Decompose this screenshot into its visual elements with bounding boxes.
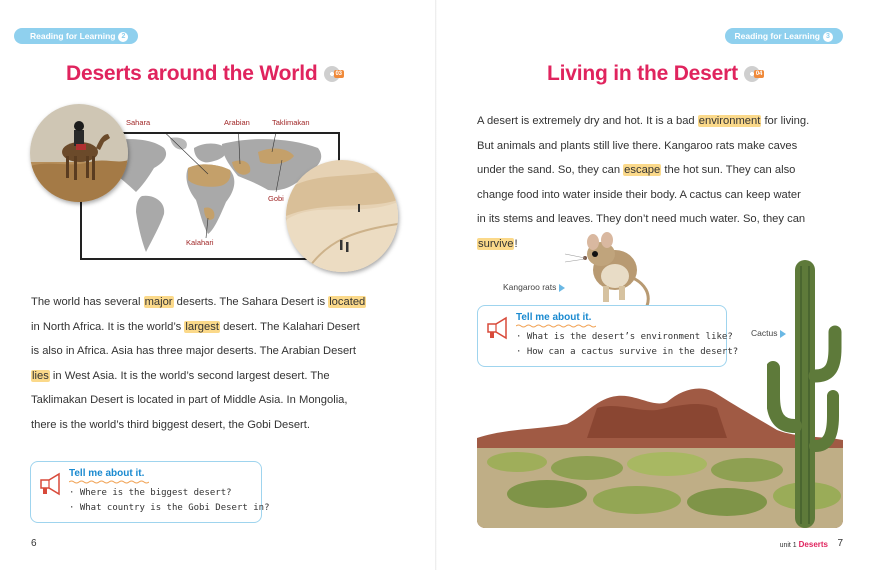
map-label-sahara: Sahara <box>126 118 151 127</box>
text-span: for living. <box>761 115 810 127</box>
left-body-paragraph <box>31 290 411 437</box>
text-span: under the sand. So, they can <box>477 164 624 176</box>
megaphone-icon <box>37 472 63 496</box>
megaphone-icon <box>484 316 510 340</box>
text-span: in its stems and leaves. They don’t need much water. So, they can <box>477 213 806 225</box>
wave-underline <box>69 480 149 484</box>
text-span: deserts. The Sahara Desert is <box>173 296 329 308</box>
wave-underline <box>516 324 596 328</box>
map-label-gobi: Gobi <box>268 194 284 203</box>
page-title-text: Living in the Desert <box>547 62 738 85</box>
sand-dune-image <box>286 160 398 272</box>
text-span: in North Africa. It is the world’s <box>31 320 185 333</box>
text-line <box>31 290 411 315</box>
camel-rider-image <box>30 104 128 202</box>
vocab-highlight-largest[interactable]: largest <box>185 320 219 333</box>
page-title <box>547 62 763 86</box>
unit-footer-label <box>780 540 828 549</box>
vocab-highlight-located[interactable]: located <box>329 296 366 308</box>
kangaroo-rat-image <box>563 228 653 308</box>
audio-track-number: 03 <box>335 71 342 78</box>
question-2: · What country is the Gobi Desert in? <box>69 503 270 513</box>
left-page <box>0 0 436 570</box>
page-title <box>66 62 340 86</box>
text-span: The world has several <box>31 296 144 308</box>
tell-box-title: Tell me about it. <box>69 468 145 479</box>
unit-name: Deserts <box>798 540 828 549</box>
kangaroo-rats-label-text: Kangaroo rats <box>503 282 557 292</box>
section-tab-label: Reading for Learning <box>30 31 116 41</box>
text-line <box>477 134 857 159</box>
text-line <box>31 413 411 438</box>
vocab-highlight-escape[interactable]: escape <box>624 164 661 176</box>
text-line <box>477 207 857 232</box>
text-line <box>477 109 857 134</box>
question-1: · Where is the biggest desert? <box>69 488 232 498</box>
vocab-highlight-lies[interactable]: lies <box>32 369 49 382</box>
text-line <box>31 315 411 340</box>
map-label-taklimakan: Taklimakan <box>272 118 310 127</box>
text-span: is also in Africa. Asia has three major deserts. The Arabian Desert <box>31 345 357 357</box>
text-span: Taklimakan Desert is located in part of Middle Asia. In Mongolia, <box>31 394 348 406</box>
text-span: there is the world’s third biggest desert, the Gobi Desert. <box>31 418 310 431</box>
text-line <box>31 388 411 413</box>
text-line <box>31 364 411 389</box>
vocab-highlight-survive[interactable]: survive <box>478 237 514 250</box>
page-number: 7 <box>837 538 843 549</box>
section-tab-right <box>725 28 843 44</box>
kangaroo-rats-label <box>503 282 565 292</box>
saguaro-cactus-image <box>767 256 843 528</box>
text-line <box>477 158 857 183</box>
tell-box-title: Tell me about it. <box>516 312 592 323</box>
sahara-desert-shape <box>188 164 231 186</box>
right-body-paragraph <box>477 109 857 256</box>
map-label-arabian: Arabian <box>224 118 250 127</box>
text-span: But animals and plants still live there. Kangaroo rats make caves <box>477 139 798 152</box>
text-span: ! <box>514 237 518 250</box>
right-page <box>437 0 873 570</box>
text-span: change food into water inside their body. A cactus can keep water <box>477 188 801 201</box>
cactus-label-text: Cactus <box>751 328 778 338</box>
audio-cd-icon[interactable] <box>744 66 763 82</box>
text-span: in West Asia. It is the world’s second largest desert. The <box>49 369 330 382</box>
section-number-badge: 2 <box>118 32 128 42</box>
page-number: 6 <box>31 538 37 549</box>
greenland-shape <box>170 137 187 149</box>
page-title-text: Deserts around the World <box>66 62 318 85</box>
section-tab-label: Reading for Learning <box>734 31 820 41</box>
vocab-highlight-environment[interactable]: environment <box>698 115 761 127</box>
text-line <box>477 232 857 257</box>
unit-prefix: unit 1 <box>779 542 797 549</box>
tell-me-about-it-box <box>477 305 739 367</box>
tell-me-about-it-box <box>30 461 270 523</box>
camel-rider-photo <box>30 104 128 202</box>
text-span: A desert is extremely dry and hot. It is a bad <box>477 115 698 127</box>
europe-shape <box>194 144 226 163</box>
sand-dune-photo <box>286 160 398 272</box>
section-tab-left <box>14 28 138 44</box>
audio-cd-icon[interactable] <box>324 66 340 82</box>
map-label-kalahari: Kalahari <box>186 238 214 247</box>
arrow-right-icon <box>559 284 565 292</box>
audio-track-number: 04 <box>755 71 763 78</box>
text-line <box>31 339 411 364</box>
question-2: · How can a cactus survive in the desert? <box>516 347 739 357</box>
text-line <box>477 183 857 208</box>
section-number-badge: 3 <box>823 32 833 42</box>
question-1: · What is the desert’s environment like? <box>516 332 733 342</box>
text-span: desert. The Kalahari Desert <box>219 320 360 333</box>
vocab-highlight-major[interactable]: major <box>144 296 173 308</box>
south-america-shape <box>136 196 164 252</box>
text-span: the hot sun. They can also <box>661 164 796 176</box>
